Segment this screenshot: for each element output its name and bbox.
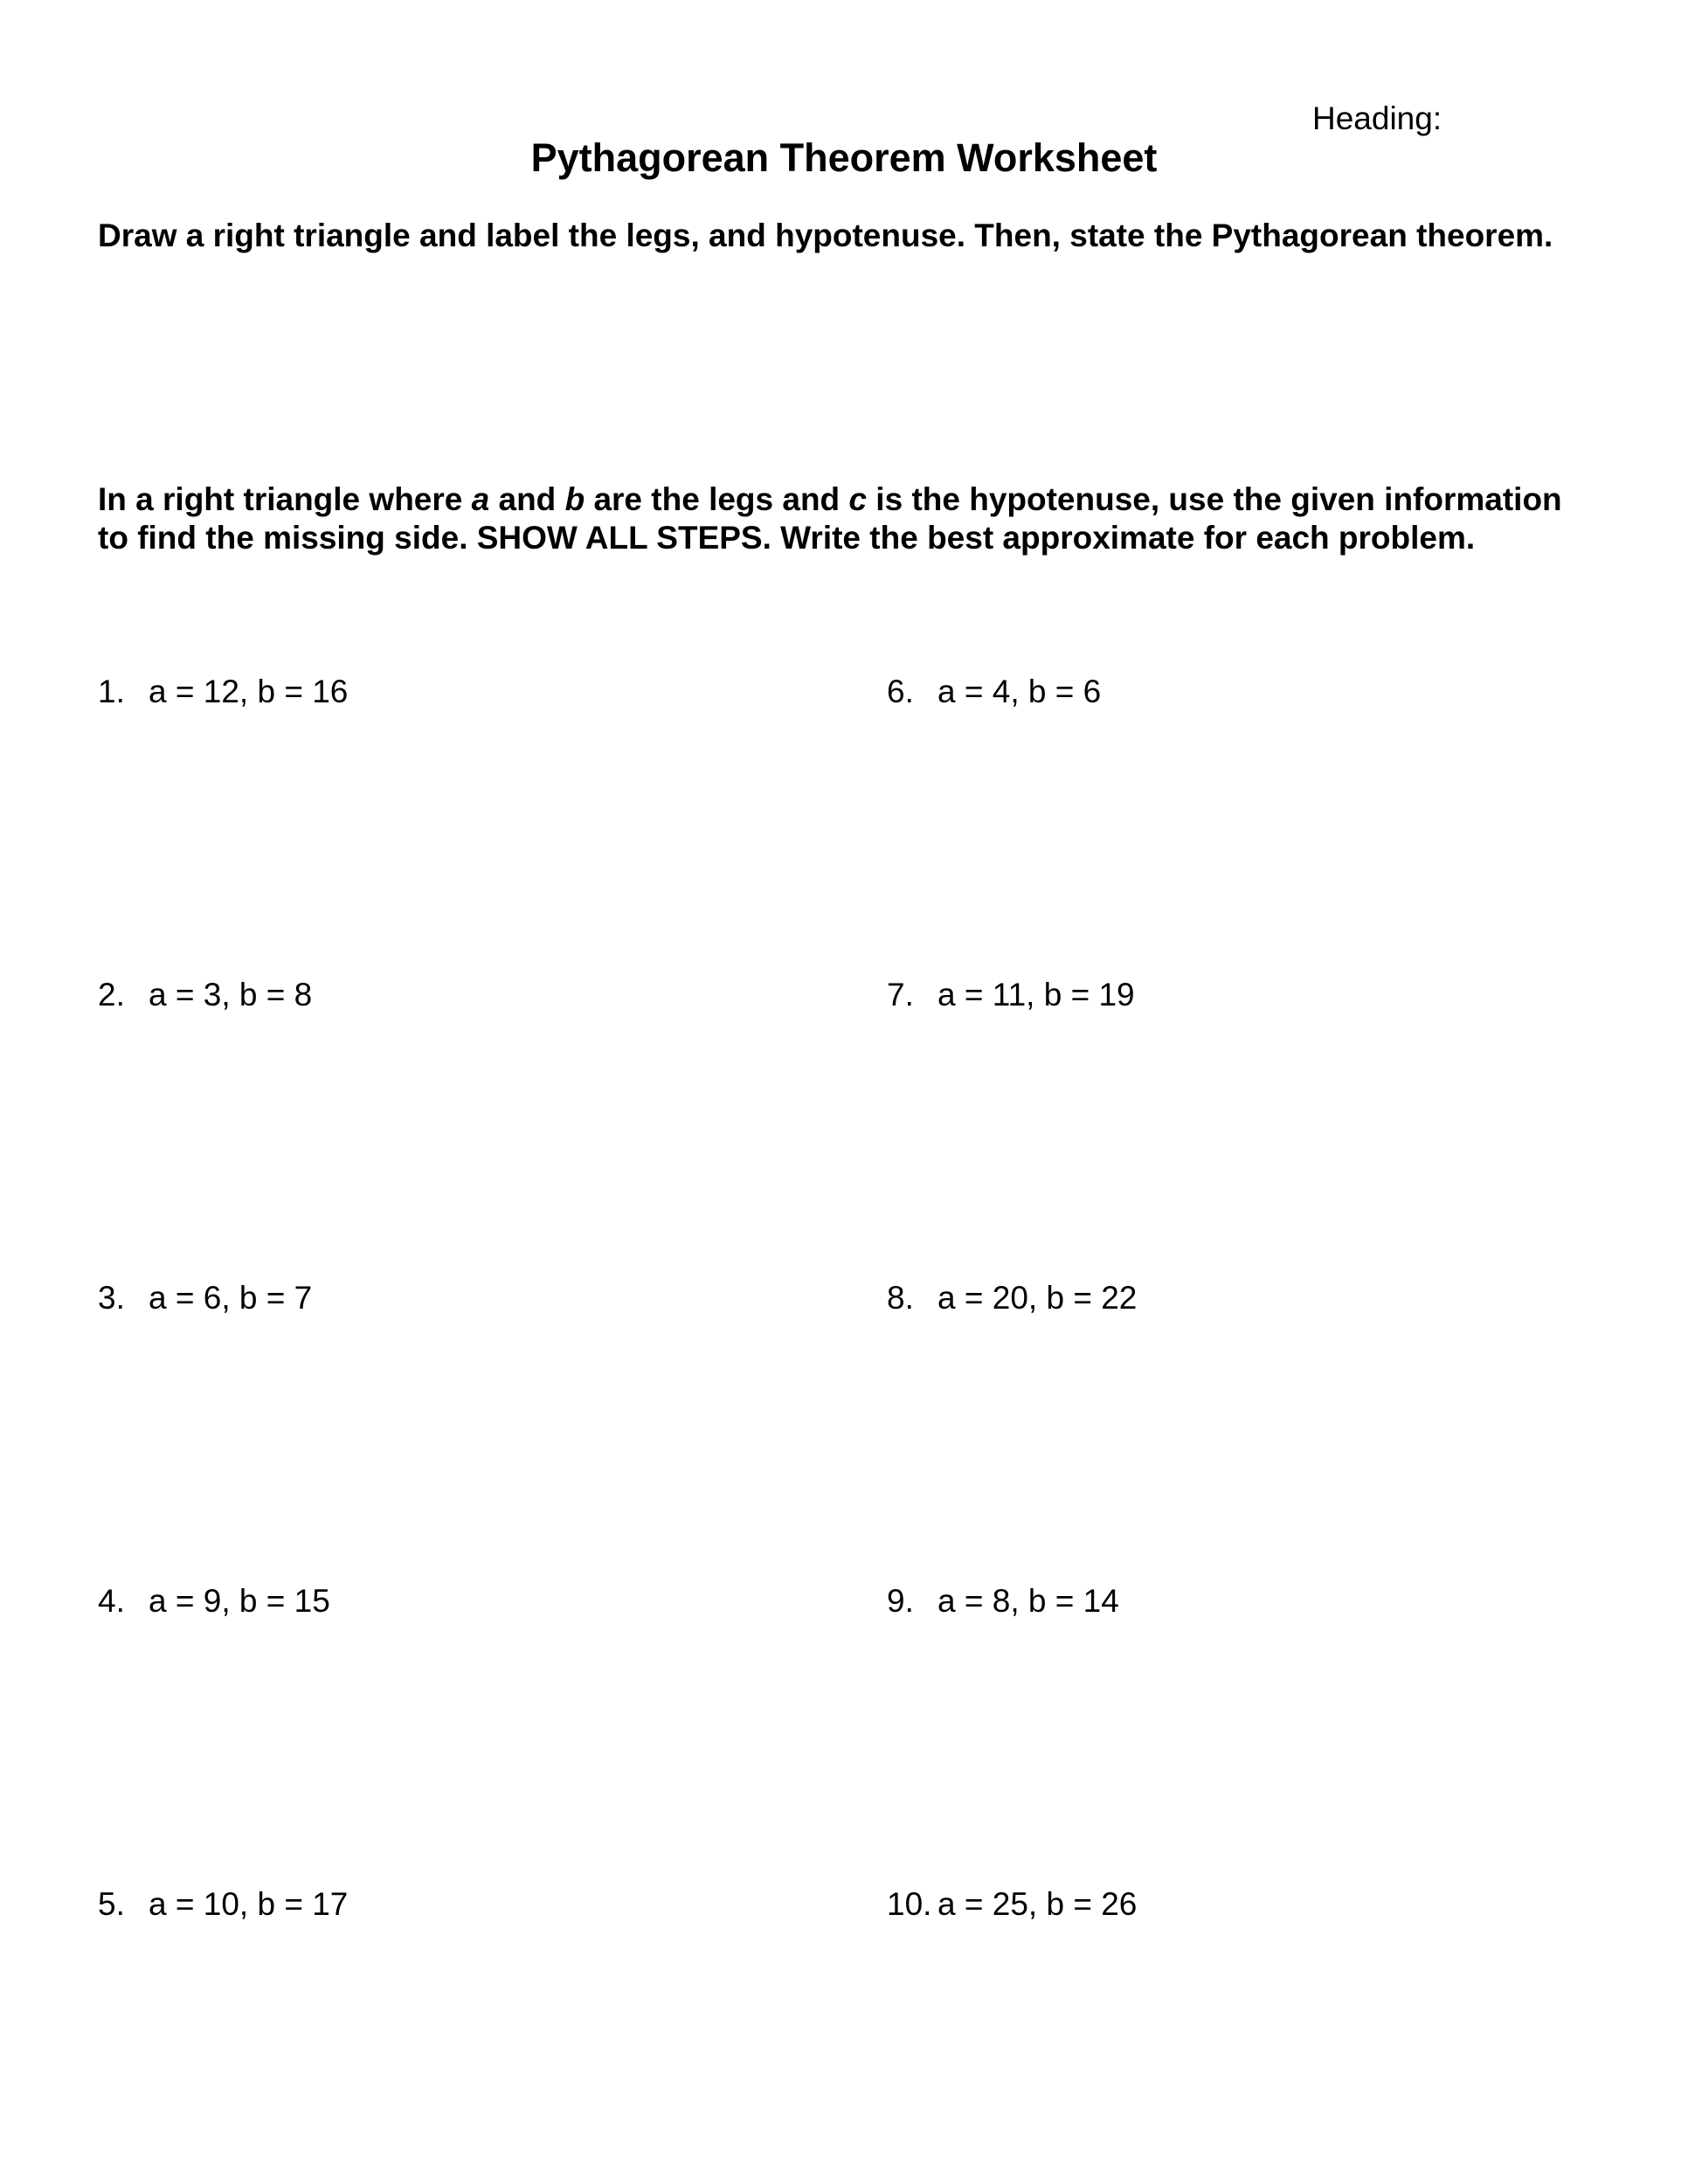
problem-10 — [887, 1883, 1137, 1925]
problem-5 — [98, 1883, 348, 1925]
problem-3 — [98, 1277, 312, 1319]
problem-number: 1. — [98, 674, 125, 709]
problem-number: 2. — [98, 977, 125, 1013]
problem-1 — [98, 671, 348, 713]
problem-number: 7. — [887, 977, 914, 1013]
problem-given: a = 3, b = 8 — [149, 977, 313, 1013]
problem-6 — [887, 671, 1101, 713]
instruction-text: are the legs and — [585, 481, 849, 517]
instruction-find-missing-side — [98, 480, 1583, 557]
problem-given: a = 10, b = 17 — [149, 1886, 349, 1922]
problem-4 — [98, 1580, 330, 1622]
problem-number: 6. — [887, 674, 914, 709]
problem-given: a = 8, b = 14 — [937, 1583, 1119, 1619]
problem-7 — [887, 974, 1135, 1016]
problem-number: 9. — [887, 1583, 914, 1619]
problem-given: a = 4, b = 6 — [937, 674, 1102, 709]
problem-number: 10. — [887, 1886, 932, 1922]
problem-2 — [98, 974, 312, 1016]
problem-8 — [887, 1277, 1137, 1319]
problem-number: 5. — [98, 1886, 125, 1922]
problem-number: 8. — [887, 1280, 914, 1316]
problem-number: 4. — [98, 1583, 125, 1619]
instruction-text: In a right triangle where — [98, 481, 472, 517]
page-title: Pythagorean Theorem Worksheet — [530, 135, 1158, 180]
problem-given: a = 25, b = 26 — [937, 1886, 1138, 1922]
variable-c: c — [848, 481, 868, 517]
variable-b: b — [564, 481, 585, 517]
problem-given: a = 11, b = 19 — [937, 977, 1135, 1013]
problem-given: a = 12, b = 16 — [149, 674, 349, 709]
problem-9 — [887, 1580, 1119, 1622]
variable-a: a — [471, 481, 490, 517]
instruction-text: is the hypotenuse, use the given information to find the missing side. SHOW ALL STEPS. Write the best approximate for each problem. — [98, 481, 1562, 556]
problem-given: a = 9, b = 15 — [149, 1583, 330, 1619]
heading-field-label: Heading: — [1312, 100, 1442, 136]
problem-given: a = 20, b = 22 — [937, 1280, 1138, 1316]
problem-given: a = 6, b = 7 — [149, 1280, 313, 1316]
instruction-draw-triangle: Draw a right triangle and label the legs, and hypotenuse. Then, state the Pythagorean theorem. — [98, 218, 1553, 253]
instruction-text: and — [489, 481, 565, 517]
problem-number: 3. — [98, 1280, 125, 1316]
